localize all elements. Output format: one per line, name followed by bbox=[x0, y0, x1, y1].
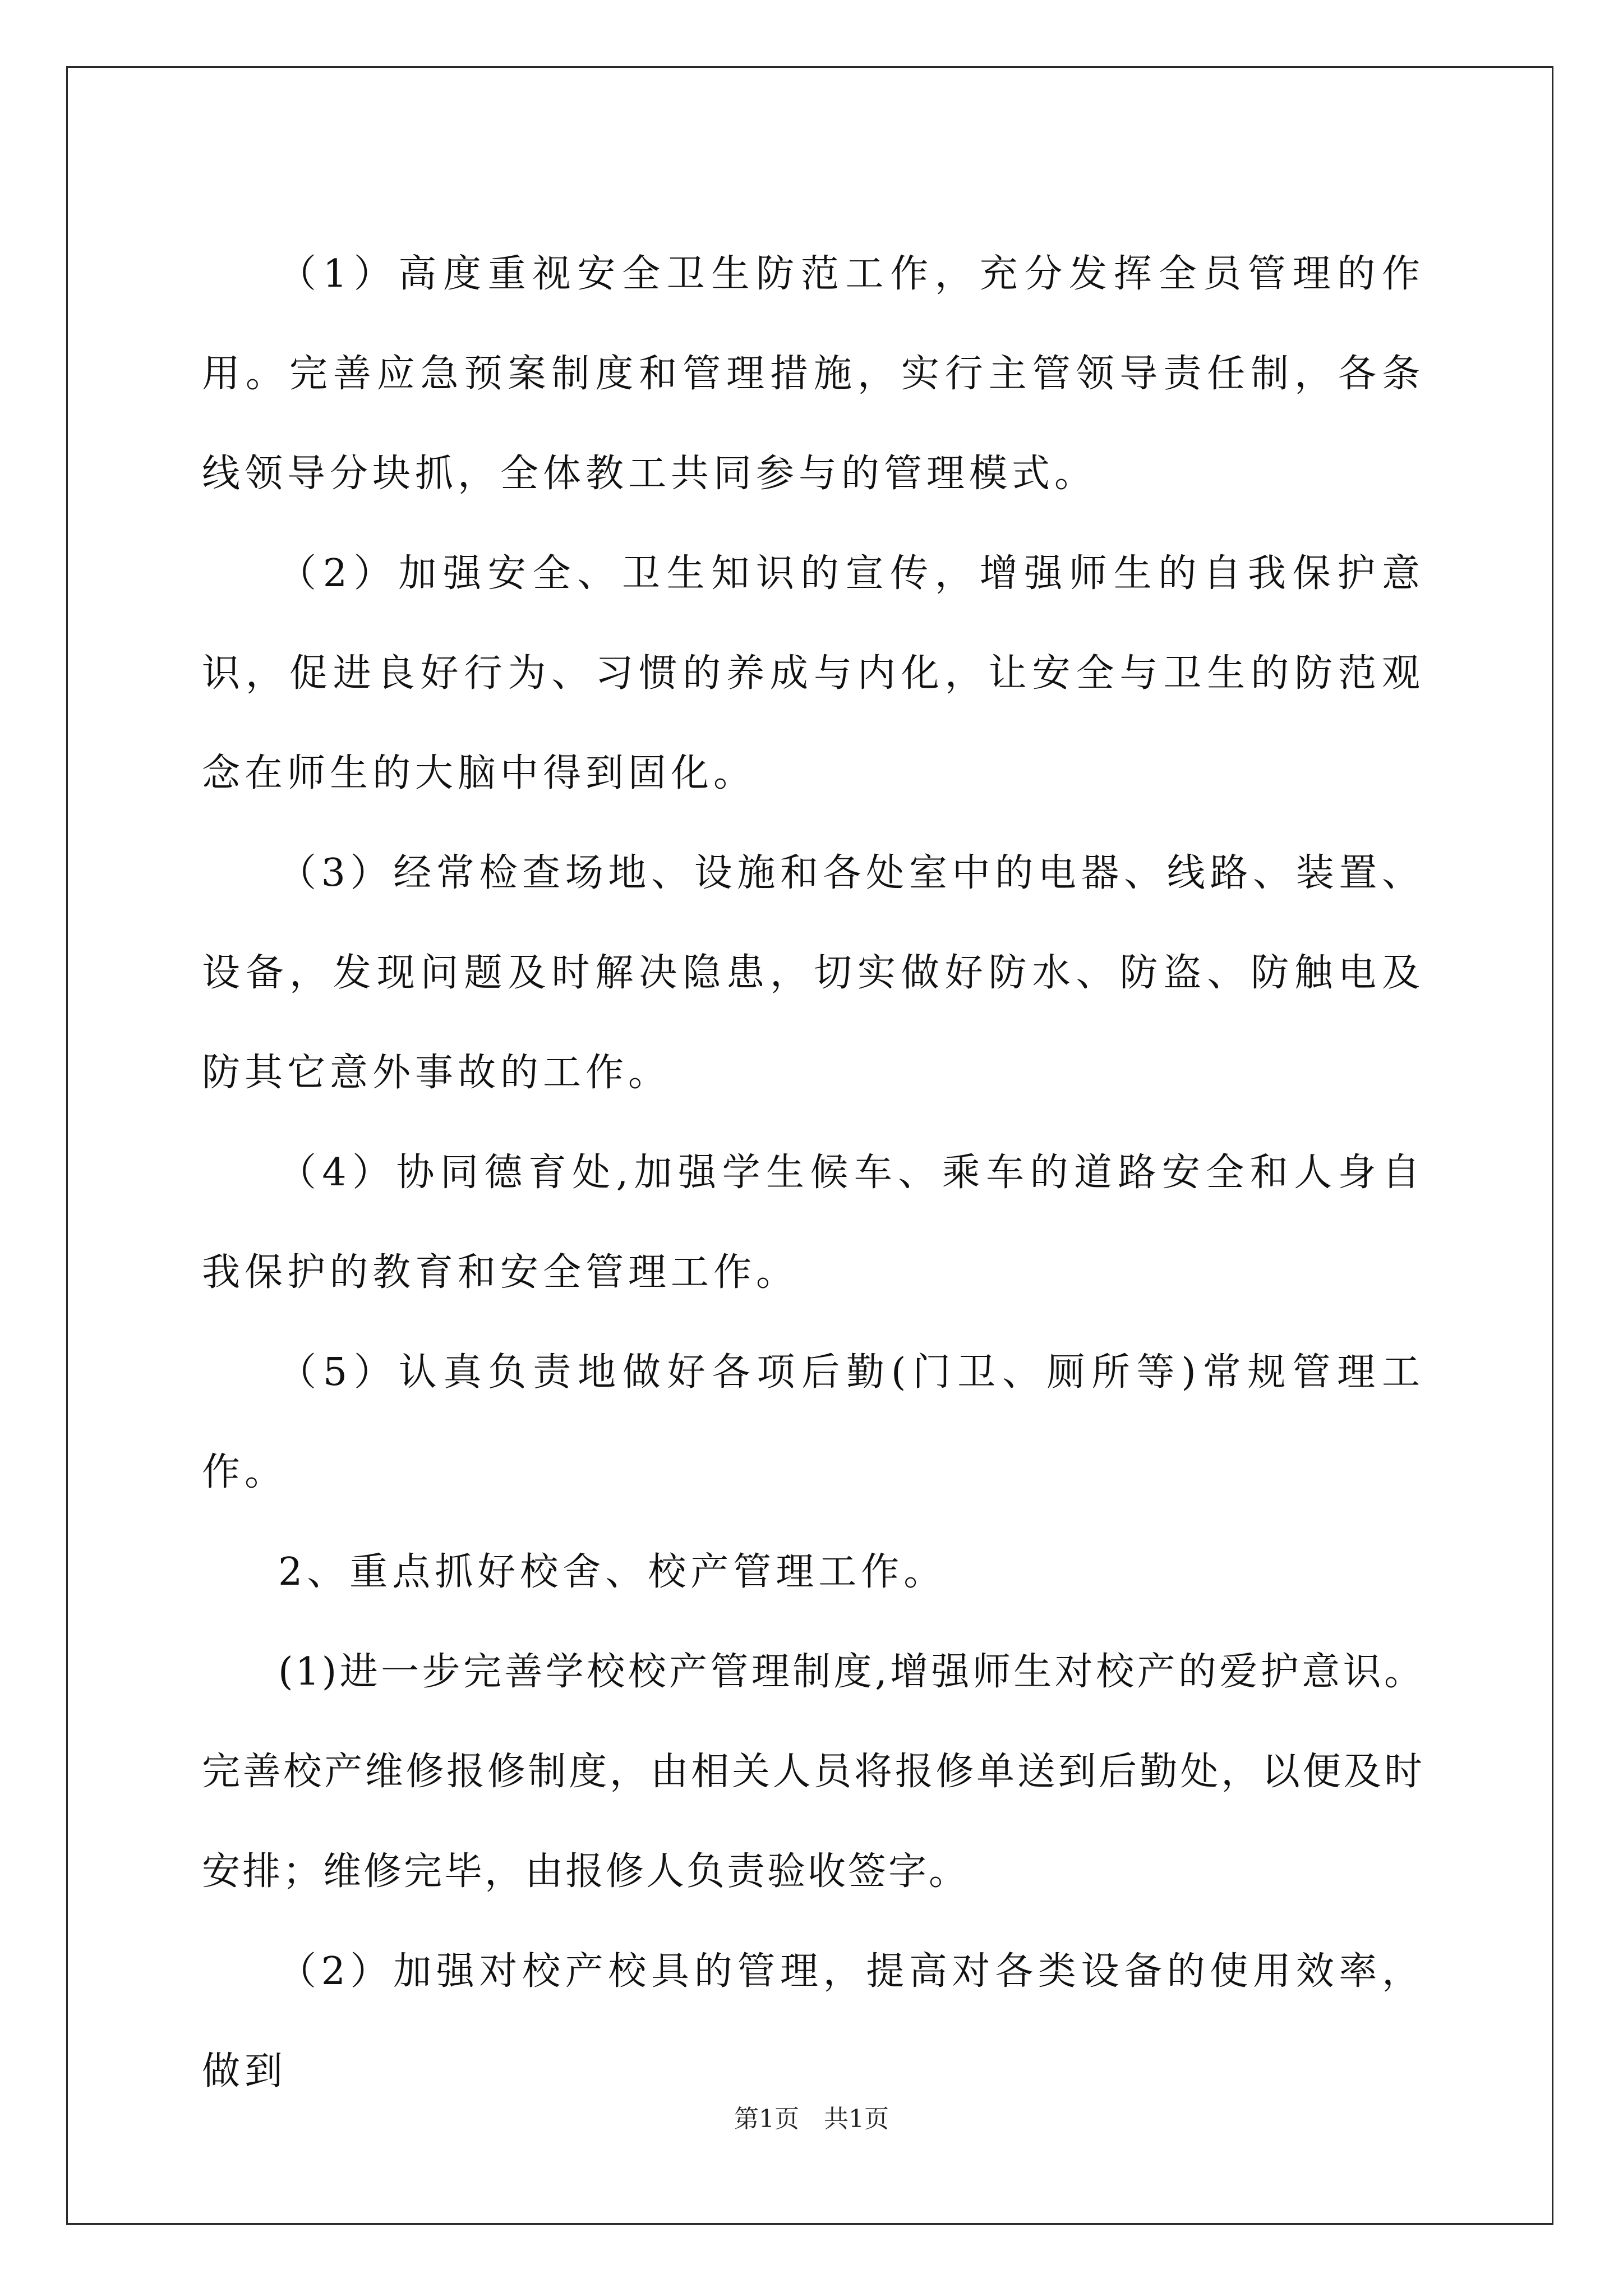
paragraph-5: （5）认真负责地做好各项后勤(门卫、厕所等)常规管理工作。 bbox=[202, 1350, 1424, 1494]
paragraph-4: （4）协同德育处,加强学生候车、乘车的道路安全和人身自我保护的教育和安全管理工作。 bbox=[202, 1151, 1424, 1295]
section-heading-2: 2、重点抓好校舍、校产管理工作。 bbox=[278, 1550, 947, 1594]
page-footer: 第1页 共1页 bbox=[734, 2105, 889, 2133]
paragraph-3: （3）经常检查场地、设施和各处室中的电器、线路、装置、设备，发现问题及时解决隐患，切实做好防水、防盗、防触电及防其它意外事故的工作。 bbox=[202, 851, 1424, 1095]
paragraph-1: （1）高度重视安全卫生防范工作，充分发挥全员管理的作用。完善应急预案制度和管理措施，实行主管领导责任制，各条线领导分块抓，全体教工共同参与的管理模式。 bbox=[202, 252, 1424, 496]
document-body bbox=[202, 224, 1424, 2122]
paragraph-6: (1)进一步完善学校校产管理制度,增强师生对校产的爱护意识。完善校产维修报修制度，由相关人员将报修单送到后勤处，以便及时安排；维修完毕，由报修人负责验收签字。 bbox=[202, 1650, 1424, 1894]
paragraph-7: （2）加强对校产校具的管理，提高对各类设备的使用效率，做到 bbox=[202, 1949, 1424, 2093]
paragraph-2: （2）加强安全、卫生知识的宣传，增强师生的自我保护意识，促进良好行为、习惯的养成与内化，让安全与卫生的防范观念在师生的大脑中得到固化。 bbox=[202, 551, 1424, 795]
